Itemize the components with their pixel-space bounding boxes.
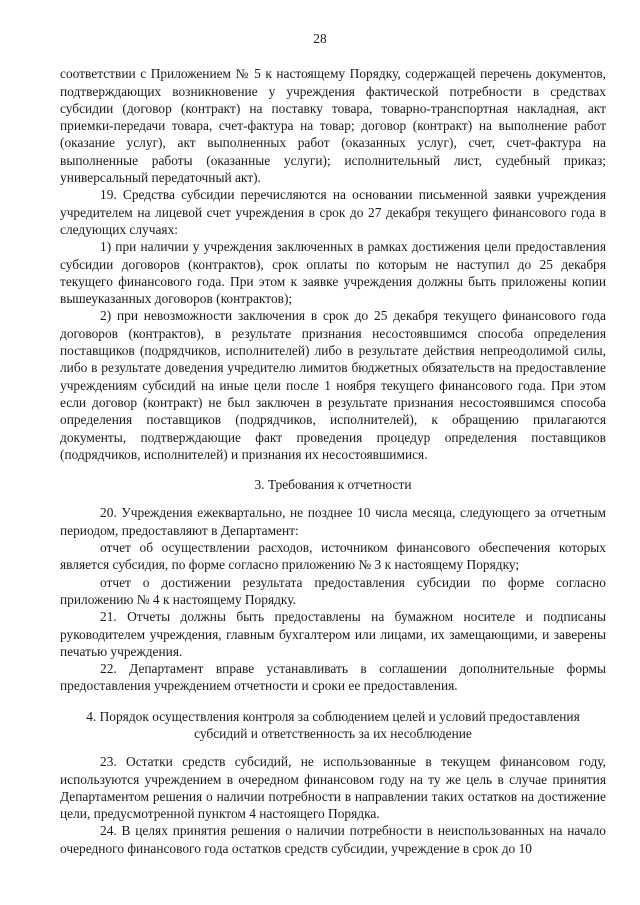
paragraph-20-report-results: отчет о достижении результата предоставления субсидии по форме согласно приложению № 4 к настоящему Порядку. (60, 574, 606, 607)
paragraph-24: 24. В целях принятия решения о наличии потребности в неиспользованных на начало очередного финансового года остатков средств субсидии, учреждение в срок до 10 (60, 823, 606, 856)
paragraph-19-item-2: 2) при невозможности заключения в срок до 25 декабря текущего финансового года договоров (контрактов), в результате признания несостоявшимся способа определения поставщиков (подрядчиков, исполнителей) либо в результате действия непреодолимой силы, либо в результате доведения учредителю лимитов бюджетных обязательств на предоставление учреждениям субсидий на иные цели после 1 ноября текущего финансового года. При этом если договор (контракт) не был заключен в результате признания несостоявшимся способа определения поставщиков (подрядчиков, исполнителей), к обращению прилагаются документы, подтверждающие факт проведения процедур определения поставщиков (подрядчиков, исполнителей) и признания их несостоявшимися. (60, 308, 606, 462)
section-3-heading: 3. Требования к отчетности (254, 477, 412, 493)
page-number: 28 (313, 31, 327, 46)
paragraph-22: 22. Департамент вправе устанавливать в соглашении дополнительные формы предоставления учреждением отчетности и сроки ее предоставления. (60, 661, 606, 694)
section-3-body (60, 504, 606, 694)
body-text-continued (60, 65, 606, 463)
paragraph-continuation: соответствии с Приложением № 5 к настоящему Порядку, содержащей перечень документов, подтверждающих возникновение у учреждения фактической потребности в средствах субсидии (договор (контракт) на поставку товара, товарно-транспортная накладная, акт приемки-передачи товара, счет-фактура на товар; договор (контракт) на выполнение работ (оказание услуг), акт выполненных работ (оказанных услуг), счет, счет-фактура на выполненные работы (оказанные услуги); исполнительный лист, судебный приказ; универсальный передаточный акт). (60, 66, 606, 186)
paragraph-19-item-1: 1) при наличии у учреждения заключенных в рамках достижения цели предоставления субсидии договоров (контрактов), срок оплаты по которым не наступил до 25 декабря текущего финансового года. При этом к заявке учреждения должны быть приложены копии вышеуказанных договоров (контрактов); (60, 239, 606, 307)
paragraph-21: 21. Отчеты должны быть предоставлены на бумажном носителе и подписаны руководителем учреждения, главным бухгалтером или лицами, их замещающими, и заверены печатью учреждения. (60, 609, 606, 659)
paragraph-20: 20. Учреждения ежеквартально, не позднее 10 числа месяца, следующего за отчетным периодом, предоставляют в Департамент: (60, 505, 606, 538)
paragraph-20-report-expenses: отчет об осуществлении расходов, источником финансового обеспечения которых является субсидия, по форме согласно приложению № 3 к настоящему Порядку; (60, 540, 606, 573)
section-4-body (60, 753, 606, 857)
paragraph-23: 23. Остатки средств субсидий, не использованные в текущем финансовом году, используются учреждением в очередном финансовом году на ту же цель в случае принятия Департаментом решения о наличии потребности в направлении таких остатков на достижение цели, предусмотренной пунктом 4 настоящего Порядка. (60, 754, 606, 822)
section-4-heading-line-1: 4. Порядок осуществления контроля за соблюдением целей и условий предоставления (86, 708, 580, 724)
paragraph-19: 19. Средства субсидии перечисляются на основании письменной заявки учреждения учредителем на лицевой счет учреждения в срок до 27 декабря текущего финансового года в следующих случаях: (60, 187, 606, 237)
section-4-heading-line-2: субсидий и ответственность за их несоблюдение (194, 725, 472, 741)
